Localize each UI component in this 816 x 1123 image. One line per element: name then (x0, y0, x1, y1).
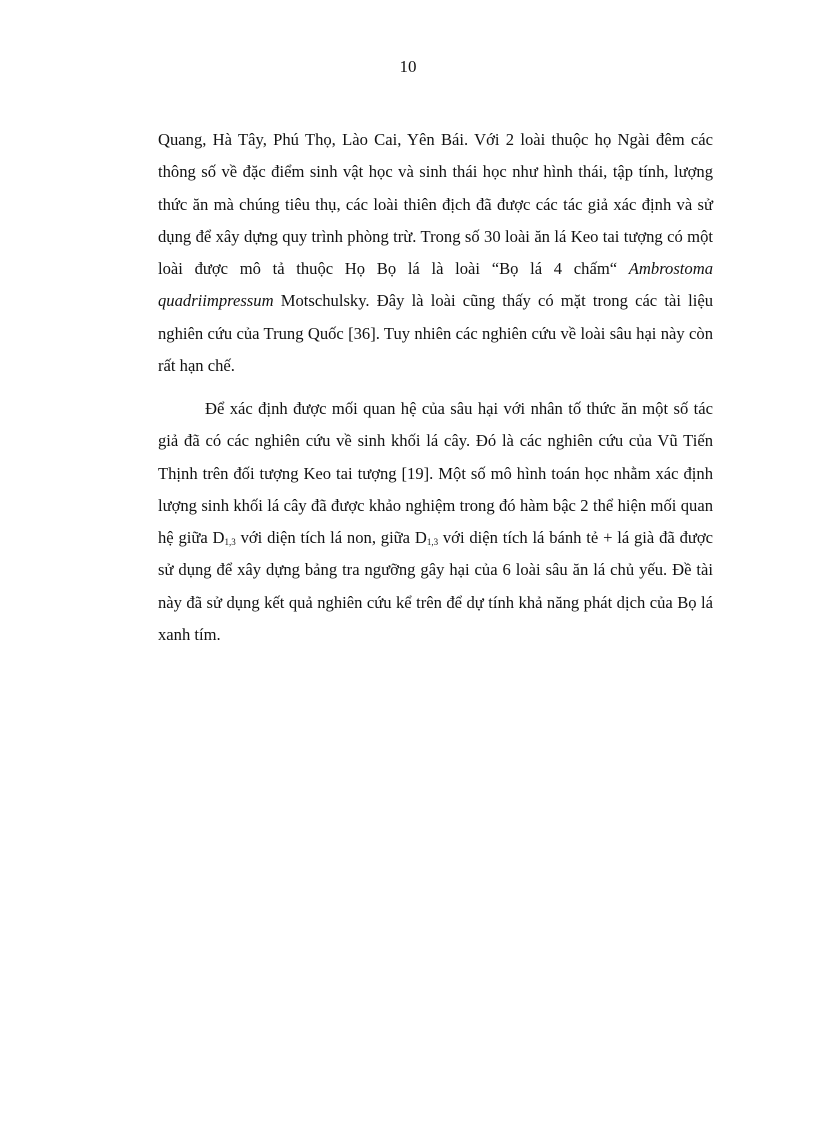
paragraph-1-text: Quang, Hà Tây, Phú Thọ, Lào Cai, Yên Bái. Với 2 loài thuộc họ Ngài đêm các thông số về đặc điểm sinh vật học và sinh thái học như hình thái, tập tính, lượng thức ăn mà chúng tiêu thụ, các loài thiên địch đã được các tác giả xác định và sử dụng để xây dựng quy trình phòng trừ. Trong số 30 loài ăn lá Keo tai tượng có một loài được mô tả thuộc Họ Bọ lá là loài “Bọ lá 4 chấm“ (158, 130, 713, 279)
paragraph-1 (158, 124, 713, 382)
paragraph-2 (158, 393, 713, 651)
subscript-d13-second: 1,3 (426, 537, 439, 548)
paragraph-1-text-continued: Motschulsky. Đây là loài cũng thấy có mặt trong các tài liệu nghiên cứu của Trung Quốc [36]. Tuy nhiên các nghiên cứu về loài sâu hại này còn rất hạn chế. (158, 291, 713, 376)
species-name: Ambrostoma quadriimpressum (158, 259, 713, 311)
page-number: 10 (399, 57, 417, 76)
paragraph-2-text-end: với diện tích lá bánh tẻ + lá già đã được sử dụng để xây dựng bảng tra ngưỡng gây hại của 6 loài sâu ăn lá chủ yếu. Đề tài này đã sử dụng kết quả nghiên cứu kể trên để dự tính khả năng phát dịch của Bọ lá xanh tím. (158, 528, 713, 645)
paragraph-2-text-continued: với diện tích lá non, giữa D (235, 528, 427, 548)
paragraph-2-text: Để xác định được mối quan hệ của sâu hại với nhân tố thức ăn một số tác giả đã có các nghiên cứu về sinh khối lá cây. Đó là các nghiên cứu của Vũ Tiến Thịnh trên đối tượng Keo tai tượng [19]. Một số mô hình toán học nhằm xác định lượng sinh khối lá cây đã được khảo nghiệm trong đó hàm bậc 2 thể hiện mối quan hệ giữa D (158, 399, 713, 548)
subscript-d13: 1,3 (224, 537, 236, 548)
